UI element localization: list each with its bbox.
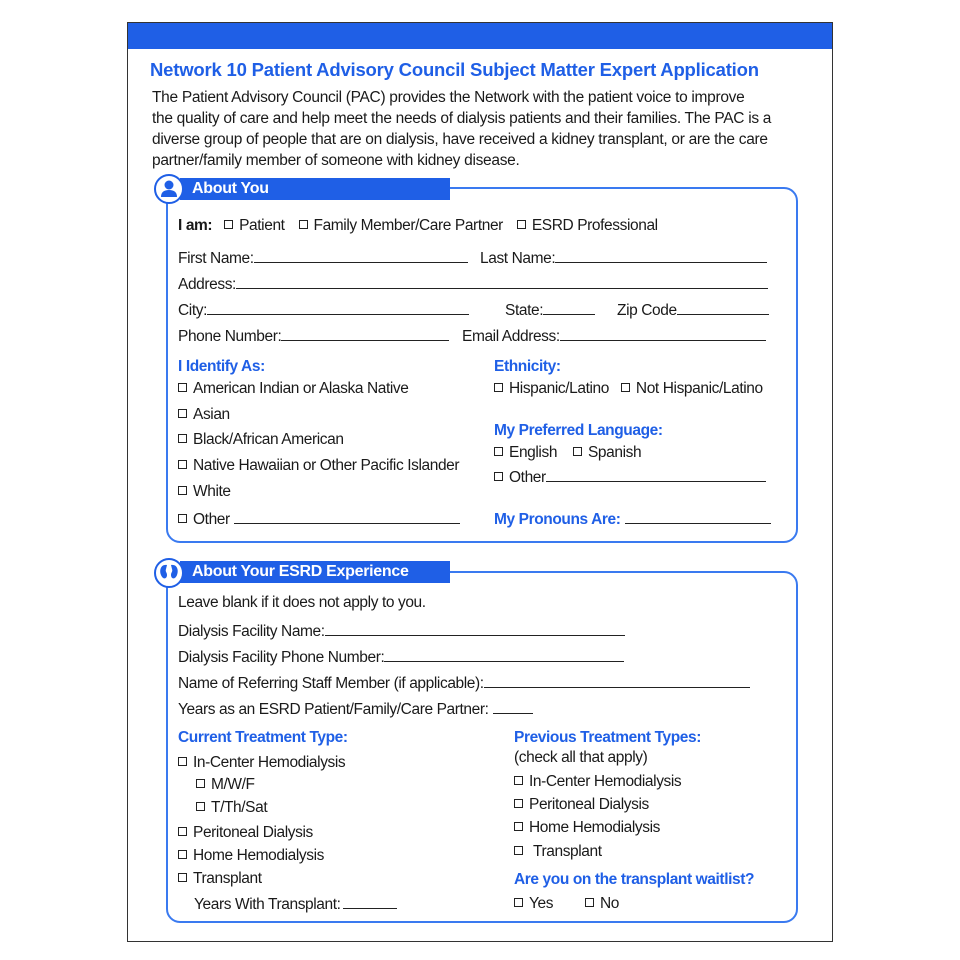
checkbox-label: Home Hemodialysis xyxy=(193,847,325,864)
current-option[interactable] xyxy=(178,754,345,772)
language-english-checkbox[interactable] xyxy=(494,444,557,461)
facility-name-row xyxy=(178,621,625,641)
checkbox-label: Patient xyxy=(239,217,285,234)
referring-label: Name of Referring Staff Member (if applicable): xyxy=(178,675,484,692)
checkbox-label: American Indian or Alaska Native xyxy=(193,380,409,397)
phone-label: Phone Number: xyxy=(178,328,282,345)
checkbox-label: Asian xyxy=(193,406,230,423)
language-other-field[interactable] xyxy=(546,467,766,482)
email-row xyxy=(462,326,766,346)
checkbox-label: Hispanic/Latino xyxy=(509,380,609,397)
first-name-field[interactable] xyxy=(254,248,468,263)
intro-paragraph xyxy=(152,87,812,171)
identify-other-field[interactable] xyxy=(234,509,460,524)
ethnicity-heading: Ethnicity: xyxy=(494,358,561,375)
current-treatment-heading: Current Treatment Type: xyxy=(178,729,348,746)
iam-professional-checkbox[interactable] xyxy=(517,217,658,234)
email-field[interactable] xyxy=(560,326,766,341)
previous-note: (check all that apply) xyxy=(514,749,648,766)
checkbox-label: ESRD Professional xyxy=(531,217,658,234)
address-row xyxy=(178,274,768,294)
ethnicity-row xyxy=(494,380,763,398)
pronouns-row xyxy=(494,509,771,529)
last-name-label: Last Name: xyxy=(480,250,556,267)
identify-option[interactable] xyxy=(178,380,409,398)
years-transplant-row xyxy=(194,894,397,914)
form-title: Network 10 Patient Advisory Council Subject Matter Expert Application xyxy=(150,59,759,80)
current-option[interactable] xyxy=(178,870,262,888)
checkbox-label: In-Center Hemodialysis xyxy=(529,773,682,790)
city-label: City: xyxy=(178,302,208,319)
iam-label: I am: xyxy=(178,217,213,234)
waitlist-yes-checkbox[interactable] xyxy=(514,895,553,912)
current-option-mwf[interactable] xyxy=(196,776,255,794)
pronouns-heading: My Pronouns Are: xyxy=(494,511,621,528)
checkbox-label: In-Center Hemodialysis xyxy=(193,754,346,771)
last-name-row xyxy=(480,248,767,268)
checkbox-label: Other xyxy=(509,469,546,486)
kidney-icon xyxy=(154,558,184,588)
facility-name-field[interactable] xyxy=(325,621,625,636)
waitlist-no-checkbox[interactable] xyxy=(585,895,619,912)
address-label: Address: xyxy=(178,276,236,293)
identify-option[interactable] xyxy=(178,406,230,424)
years-row xyxy=(178,699,533,719)
checkbox-label: Peritoneal Dialysis xyxy=(193,824,313,841)
checkbox-label: Spanish xyxy=(587,444,642,461)
years-field[interactable] xyxy=(493,699,533,714)
checkbox-label: Home Hemodialysis xyxy=(529,819,661,836)
previous-treatment-heading: Previous Treatment Types: xyxy=(514,729,701,746)
language-heading: My Preferred Language: xyxy=(494,422,663,439)
phone-row xyxy=(178,326,449,346)
facility-phone-label: Dialysis Facility Phone Number: xyxy=(178,649,385,666)
facility-phone-field[interactable] xyxy=(384,647,624,662)
checkbox-label: Native Hawaiian or Other Pacific Islander xyxy=(193,457,460,474)
first-name-row xyxy=(178,248,468,268)
intro-line: partner/family member of someone with kidney disease. xyxy=(152,152,520,169)
ethnicity-hispanic-checkbox[interactable] xyxy=(494,380,609,397)
phone-field[interactable] xyxy=(281,326,449,341)
checkbox-label: Yes xyxy=(529,895,554,912)
esrd-heading: About Your ESRD Experience xyxy=(180,561,450,583)
iam-patient-checkbox[interactable] xyxy=(224,217,284,234)
current-option-tthsat[interactable] xyxy=(196,799,267,817)
current-option[interactable] xyxy=(178,824,313,842)
address-field[interactable] xyxy=(236,274,768,289)
intro-line: diverse group of people that are on dialysis, have received a kidney transplant, or are the care xyxy=(152,131,768,148)
application-form-page xyxy=(127,22,833,942)
state-label: State: xyxy=(505,302,544,319)
person-icon xyxy=(154,174,184,204)
checkbox-label: Not Hispanic/Latino xyxy=(635,380,763,397)
checkbox-label: M/W/F xyxy=(211,776,255,793)
email-label: Email Address: xyxy=(462,328,560,345)
checkbox-label: Peritoneal Dialysis xyxy=(529,796,649,813)
checkbox-label: No xyxy=(600,895,620,912)
iam-row xyxy=(178,217,658,235)
years-transplant-field[interactable] xyxy=(343,894,397,909)
language-spanish-checkbox[interactable] xyxy=(573,444,641,461)
checkbox-label: English xyxy=(509,444,558,461)
zip-row xyxy=(617,300,769,320)
previous-option[interactable] xyxy=(514,796,649,814)
last-name-field[interactable] xyxy=(555,248,767,263)
years-label: Years as an ESRD Patient/Family/Care Partner: xyxy=(178,701,489,718)
previous-option[interactable] xyxy=(514,773,681,791)
checkbox-label: Transplant xyxy=(193,870,262,887)
intro-line: The Patient Advisory Council (PAC) provides the Network with the patient voice to improve xyxy=(152,89,745,106)
referring-field[interactable] xyxy=(484,673,750,688)
checkbox-label: White xyxy=(193,483,231,500)
intro-line: the quality of care and help meet the needs of dialysis patients and their families. The PAC is a xyxy=(152,110,772,127)
language-row xyxy=(494,444,641,462)
identify-heading: I Identify As: xyxy=(178,358,265,375)
facility-name-label: Dialysis Facility Name: xyxy=(178,623,325,640)
referring-row xyxy=(178,673,750,693)
first-name-label: First Name: xyxy=(178,250,254,267)
checkbox-label: Other xyxy=(193,511,230,528)
years-transplant-label: Years With Transplant: xyxy=(194,896,341,913)
checkbox-label: Transplant xyxy=(533,843,602,860)
iam-family-checkbox[interactable] xyxy=(299,217,503,234)
facility-phone-row xyxy=(178,647,624,667)
ethnicity-not-hispanic-checkbox[interactable] xyxy=(621,380,763,397)
previous-option[interactable] xyxy=(514,843,602,861)
state-row xyxy=(505,300,595,320)
checkbox-label: Black/African American xyxy=(193,431,344,448)
identify-option[interactable] xyxy=(178,431,344,449)
waitlist-row xyxy=(514,895,619,913)
waitlist-heading: Are you on the transplant waitlist? xyxy=(514,871,755,888)
about-you-heading: About You xyxy=(180,178,450,200)
checkbox-label: T/Th/Sat xyxy=(211,799,268,816)
zip-label: Zip Code xyxy=(617,302,677,319)
language-other-row[interactable] xyxy=(494,467,766,487)
zip-field[interactable] xyxy=(677,300,769,315)
identify-option[interactable] xyxy=(178,457,459,475)
state-field[interactable] xyxy=(543,300,595,315)
identify-option[interactable] xyxy=(178,483,231,501)
esrd-note: Leave blank if it does not apply to you. xyxy=(178,594,426,611)
checkbox-label: Family Member/Care Partner xyxy=(313,217,503,234)
current-option[interactable] xyxy=(178,847,324,865)
top-banner xyxy=(128,23,832,49)
identify-option-other[interactable] xyxy=(178,509,460,529)
city-field[interactable] xyxy=(207,300,469,315)
previous-option[interactable] xyxy=(514,819,660,837)
pronouns-field[interactable] xyxy=(625,509,771,524)
city-row xyxy=(178,300,469,320)
